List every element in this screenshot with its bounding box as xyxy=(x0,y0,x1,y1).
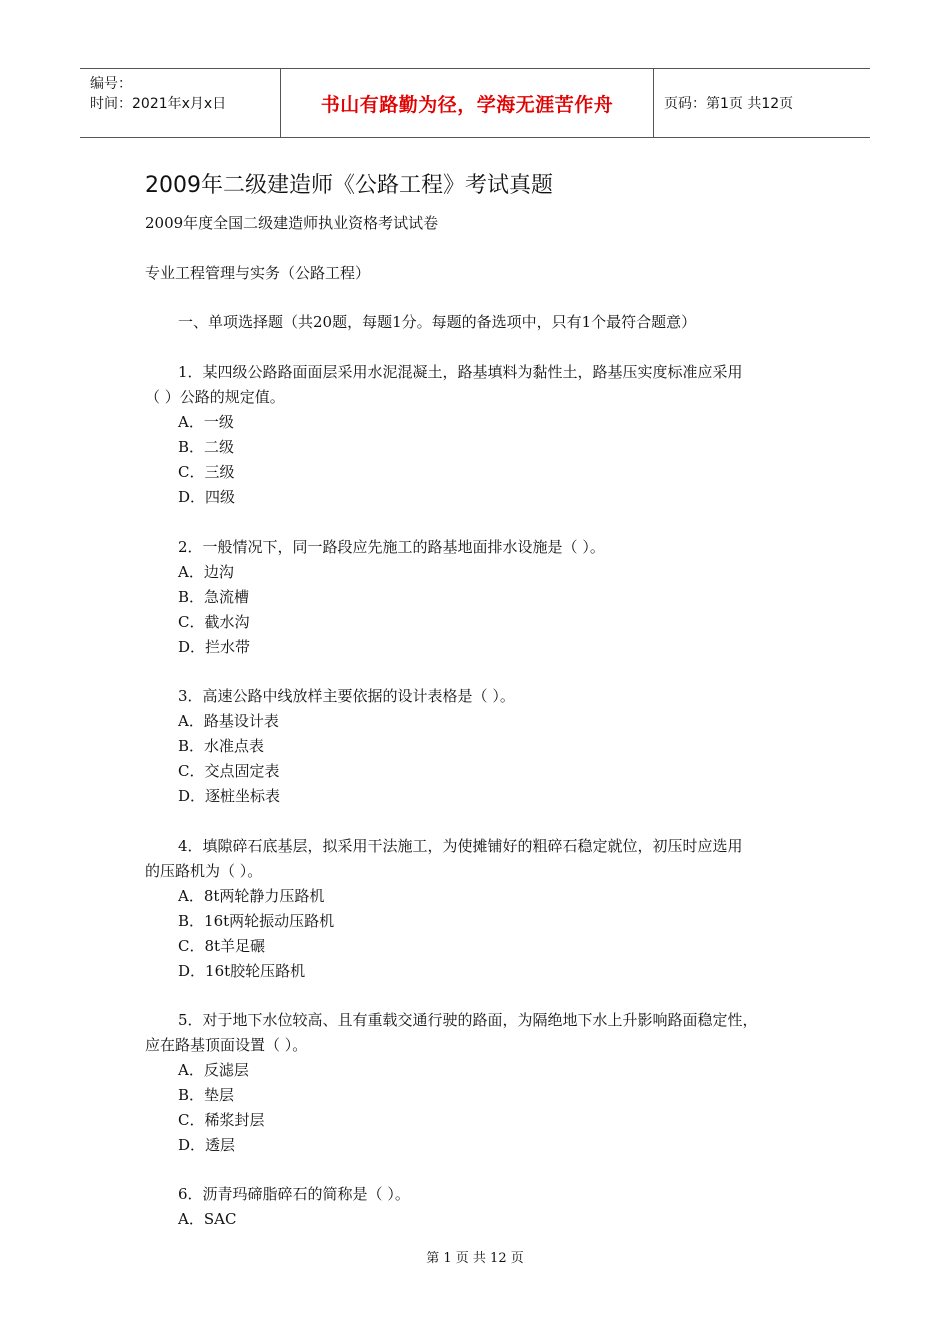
question-option: B．垫层 xyxy=(178,1086,235,1104)
question-option: A．反滤层 xyxy=(178,1061,249,1079)
header-meta-cell xyxy=(80,69,281,137)
subtitle: 2009年度全国二级建造师执业资格考试试卷 xyxy=(145,214,439,232)
question-line: 应在路基顶面设置（ ）。 xyxy=(145,1036,308,1054)
section-heading: 专业工程管理与实务（公路工程） xyxy=(145,264,371,282)
question-line: 的压路机为（ ）。 xyxy=(145,862,263,880)
question-option: A．SAC xyxy=(178,1210,237,1228)
header-motto-cell xyxy=(281,69,654,137)
question-option: B．二级 xyxy=(178,438,235,456)
question-option: A．一级 xyxy=(178,413,234,431)
question-line: 3．高速公路中线放样主要依据的设计表格是（ ）。 xyxy=(178,687,515,705)
question-option: C．截水沟 xyxy=(178,613,250,631)
page-title: 2009年二级建造师《公路工程》考试真题 xyxy=(145,173,553,198)
question-line: 1．某四级公路路面面层采用水泥混凝土，路基填料为黏性土，路基压实度标准应采用 xyxy=(178,363,743,381)
question-option: D．透层 xyxy=(178,1136,236,1154)
motto: 书山有路勤为径，学海无涯苦作舟 xyxy=(320,93,614,116)
document-header xyxy=(80,68,870,138)
question-option: B．水准点表 xyxy=(178,737,265,755)
question-line: 6．沥青玛碲脂碎石的简称是（ ）。 xyxy=(178,1185,410,1203)
question-option: C．三级 xyxy=(178,463,235,481)
question-option: D．16t胶轮压路机 xyxy=(178,962,306,980)
question-option: B．急流槽 xyxy=(178,588,250,606)
question-option: D．逐桩坐标表 xyxy=(178,787,281,805)
question-line: 5．对于地下水位较高、且有重载交通行驶的路面，为隔绝地下水上升影响路面稳定性， xyxy=(178,1011,758,1029)
number-label: 编号： xyxy=(90,76,132,92)
question-option: A．路基设计表 xyxy=(178,712,279,730)
question-line: 4．填隙碎石底基层，拟采用干法施工，为使摊铺好的粗碎石稳定就位，初压时应选用 xyxy=(178,837,743,855)
question-option: B．16t两轮振动压路机 xyxy=(178,912,335,930)
question-option: A．边沟 xyxy=(178,563,234,581)
page-footer: 第 1 页 共 12 页 xyxy=(426,1251,524,1266)
question-line: （ ）公路的规定值。 xyxy=(145,388,285,406)
question-option: C．交点固定表 xyxy=(178,762,280,780)
part-heading: 一、单项选择题（共20题，每题1分。每题的备选项中，只有1个最符合题意） xyxy=(178,313,697,331)
question-line: 2．一般情况下，同一路段应先施工的路基地面排水设施是（ ）。 xyxy=(178,538,605,556)
question-option: C．8t羊足碾 xyxy=(178,937,266,955)
question-option: D．拦水带 xyxy=(178,638,251,656)
question-option: D．四级 xyxy=(178,488,236,506)
question-option: C．稀浆封层 xyxy=(178,1111,265,1129)
page-label: 页码：第1页 共12页 xyxy=(664,96,794,112)
time-label: 时间：2021年x月x日 xyxy=(90,96,227,112)
question-option: A．8t两轮静力压路机 xyxy=(178,887,325,905)
header-page-cell xyxy=(654,69,870,137)
